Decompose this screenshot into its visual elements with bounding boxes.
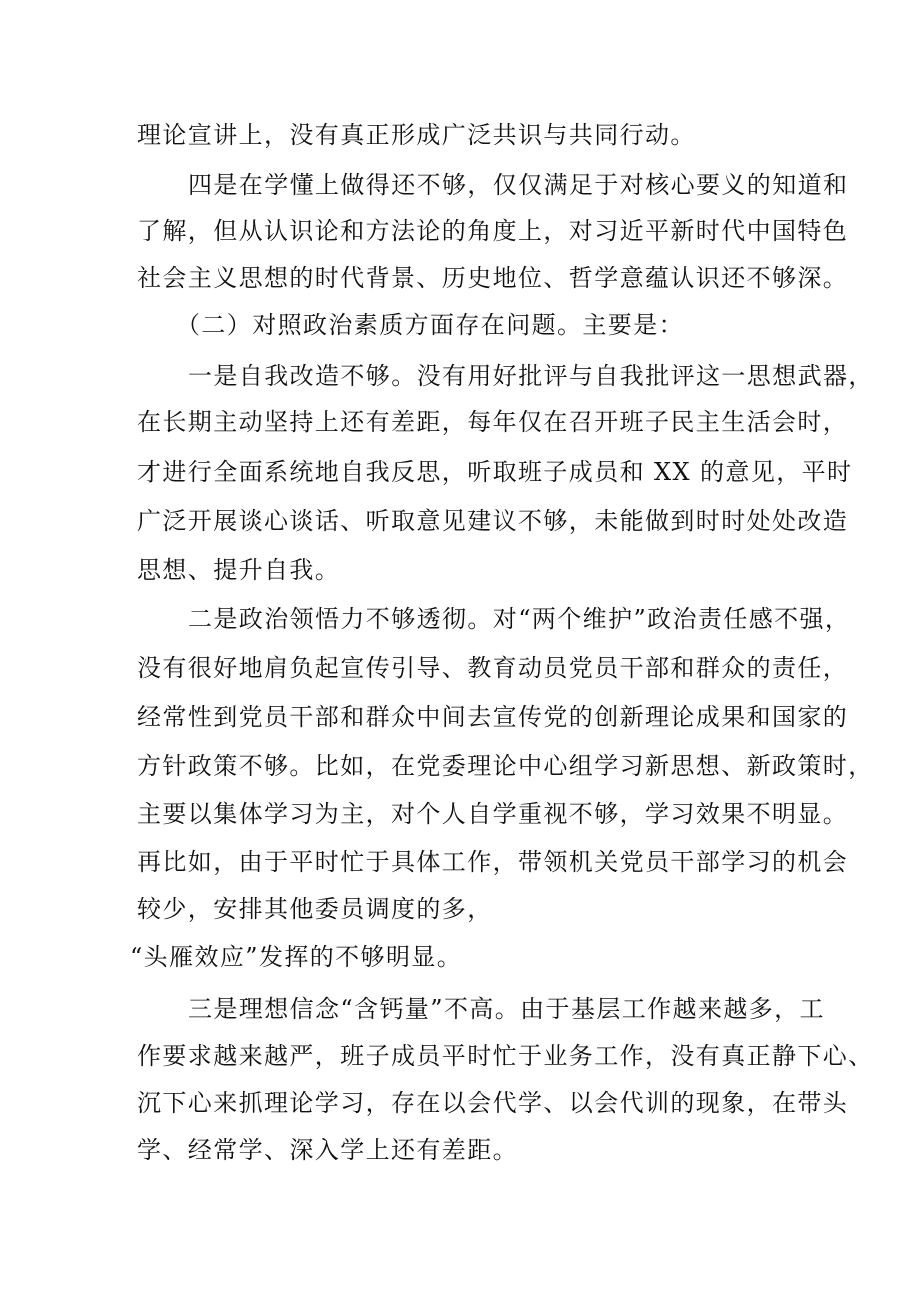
text-line-20: 作要求越来越严，班子成员平时忙于业务工作，没有真正静下心、 bbox=[137, 1042, 874, 1070]
text-line-19: 三是理想信念“含钙量”不高。由于基层工作越来越多，工 bbox=[188, 995, 825, 1023]
text-line-4: 社会主义思想的时代背景、历史地位、哲学意蕴认识还不够深。 bbox=[137, 264, 849, 292]
text-line-9: 广泛开展谈心谈话、听取意见建议不够，未能做到时时处处改造 bbox=[137, 507, 849, 535]
text-line-1: 理论宣讲上，没有真正形成广泛共识与共同行动。 bbox=[137, 121, 696, 149]
text-line-7: 在长期主动坚持上还有差距，每年仅在召开班子民主生活会时， bbox=[137, 408, 849, 436]
text-line-3: 了解，但从认识论和方法论的角度上，对习近平新时代中国特色 bbox=[137, 217, 849, 245]
text-line-11: 二是政治领悟力不够透彻。对“两个维护”政治责任感不强， bbox=[188, 605, 851, 633]
text-line-17: 较少，安排其他委员调度的多， bbox=[137, 895, 493, 923]
text-line-12: 没有很好地肩负起宣传引导、教育动员党员干部和群众的责任， bbox=[137, 654, 849, 682]
text-line-16: 再比如，由于平时忙于具体工作，带领机关党员干部学习的机会 bbox=[137, 848, 849, 876]
text-line-22: 学、经常学、深入学上还有差距。 bbox=[137, 1136, 518, 1164]
text-line-14: 方针政策不够。比如，在党委理论中心组学习新思想、新政策时， bbox=[137, 752, 874, 780]
text-line-13: 经常性到党员干部和群众中间去宣传党的创新理论成果和国家的 bbox=[137, 703, 849, 731]
text-line-2: 四是在学懂上做得还不够，仅仅满足于对核心要义的知道和 bbox=[188, 171, 849, 199]
text-line-21: 沉下心来抓理论学习，存在以会代学、以会代训的现象，在带头 bbox=[137, 1089, 849, 1117]
text-line-10: 思想、提升自我。 bbox=[137, 556, 341, 584]
text-line-15: 主要以集体学习为主，对个人自学重视不够，学习效果不明显。 bbox=[137, 800, 849, 828]
section-heading: （二）对照政治素质方面存在问题。主要是： bbox=[176, 311, 684, 339]
text-line-18: “头雁效应”发挥的不够明显。 bbox=[130, 943, 463, 971]
text-line-6: 一是自我改造不够。没有用好批评与自我批评这一思想武器， bbox=[188, 362, 874, 390]
text-line-8: 才进行全面系统地自我反思，听取班子成员和 XX 的意见，平时 bbox=[137, 458, 853, 486]
